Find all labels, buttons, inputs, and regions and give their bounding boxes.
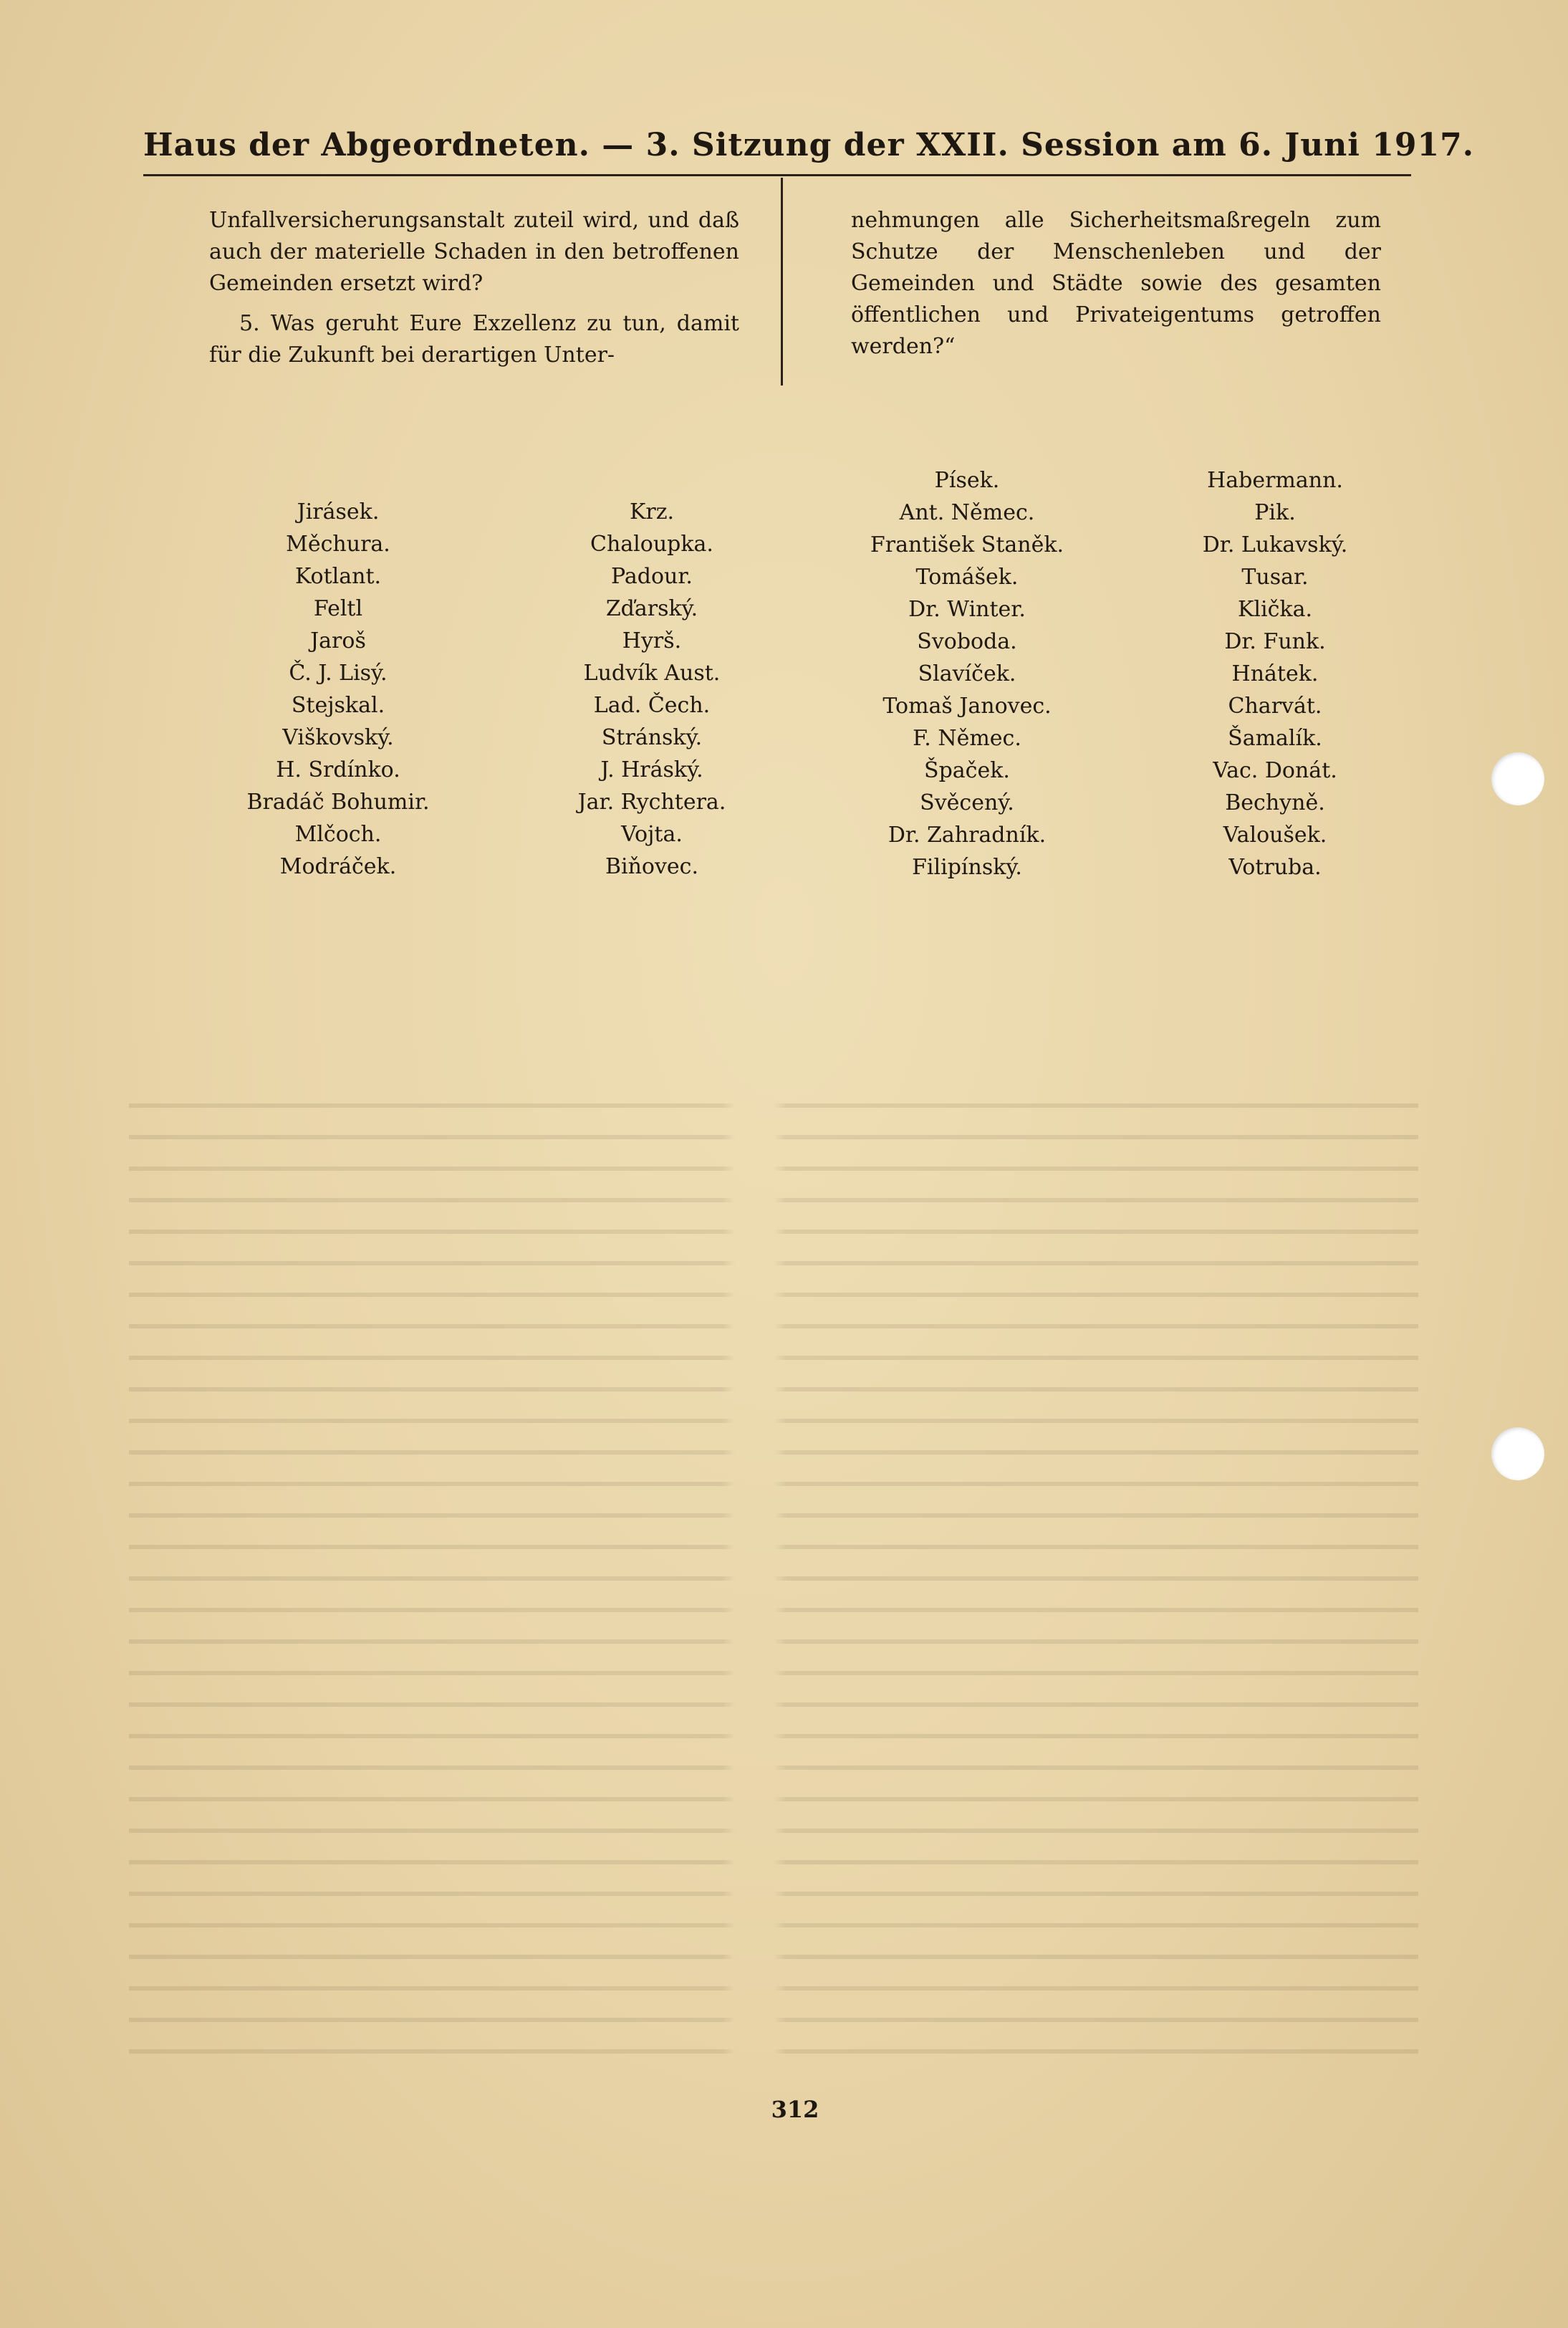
signature: Chaloupka. <box>590 532 713 557</box>
signature: Vac. Donát. <box>1213 758 1337 783</box>
signature: Padour. <box>611 564 693 589</box>
signature: Svoboda. <box>917 629 1017 654</box>
signature: J. Hráský. <box>600 757 703 782</box>
signature: Dr. Winter. <box>908 597 1026 622</box>
signature: Dr. Funk. <box>1224 629 1326 654</box>
page-number: 312 <box>771 2096 819 2123</box>
punch-hole <box>1491 752 1544 805</box>
signature: Vojta. <box>621 822 683 847</box>
signature: Ludvík Aust. <box>583 661 721 686</box>
signature: Hnátek. <box>1231 661 1319 686</box>
signature: Ant. Němec. <box>899 500 1035 525</box>
signature: Habermann. <box>1207 468 1343 493</box>
signature-column-3 <box>817 464 1117 883</box>
signature: Kotlant. <box>294 564 382 589</box>
signature: Bradáč Bohumir. <box>246 790 430 815</box>
column-divider <box>781 178 783 385</box>
left-text-column <box>209 205 739 380</box>
signature: Dr. Zahradník. <box>888 823 1047 848</box>
signature: Stránský. <box>601 725 703 750</box>
signature: Votruba. <box>1228 855 1322 880</box>
paragraph: nehmungen alle Sicherheitsmaßregeln zum Schutze der Menschenleben und der Gemeinden und Städte sowie des gesamten öffentlichen und Privateigentums getroffen werden?“ <box>851 208 1381 359</box>
signature: Tomášek. <box>915 565 1019 590</box>
signature: Šamalík. <box>1228 726 1322 751</box>
punch-hole <box>1491 1427 1544 1480</box>
signature: Písek. <box>934 468 1000 493</box>
signature-column-4 <box>1125 464 1425 883</box>
signature: František Staněk. <box>870 532 1064 557</box>
signature: Valoušek. <box>1223 823 1327 848</box>
signature: Měchura. <box>286 532 390 557</box>
signature: Klička. <box>1237 597 1312 622</box>
show-through-text <box>129 1103 1418 2056</box>
signature: Mlčoch. <box>294 822 382 847</box>
signature: Stejskal. <box>291 693 385 718</box>
signature: Jar. Rychtera. <box>577 790 726 815</box>
paragraph: 5. Was geruht Eure Exzellenz zu tun, damit für die Zukunft bei derartigen Unter- <box>209 311 739 368</box>
signature: Bechyně. <box>1225 790 1325 815</box>
signature: Jirásek. <box>297 499 380 524</box>
signature: Dr. Lukavský. <box>1202 532 1348 557</box>
signature: Krz. <box>629 499 675 524</box>
signature: Tusar. <box>1241 565 1309 590</box>
signature: Biňovec. <box>605 854 699 879</box>
signature: Slavíček. <box>918 661 1016 686</box>
signature: Špaček. <box>924 758 1010 783</box>
signature: Pik. <box>1254 500 1296 525</box>
paragraph: Unfallversicherungsanstalt zuteil wird, und daß auch der materielle Schaden in den betroffenen Gemeinden ersetzt wird? <box>209 208 739 296</box>
signature: Modráček. <box>279 854 397 879</box>
running-header: Haus der Abgeordneten. — 3. Sitzung der XXII. Session am 6. Juni 1917. <box>143 127 1475 163</box>
signature: H. Srdínko. <box>276 757 400 782</box>
signature: Viškovský. <box>282 725 394 750</box>
header-rule <box>143 174 1411 176</box>
signature: Feltl <box>313 596 363 621</box>
signature: Zďarský. <box>605 596 698 621</box>
signature: Č. J. Lisý. <box>289 661 388 686</box>
signature: Filipínský. <box>912 855 1022 880</box>
signature-column-1 <box>188 496 489 883</box>
signature: Jaroš <box>310 628 366 653</box>
signature: F. Němec. <box>913 726 1021 751</box>
right-text-column <box>851 205 1381 371</box>
signature-column-2 <box>501 496 802 883</box>
signature: Hyrš. <box>622 628 682 653</box>
signature: Lad. Čech. <box>593 693 711 718</box>
signature: Charvát. <box>1228 694 1322 719</box>
signature: Svěcený. <box>920 790 1014 815</box>
signature: Tomaš Janovec. <box>882 694 1052 719</box>
